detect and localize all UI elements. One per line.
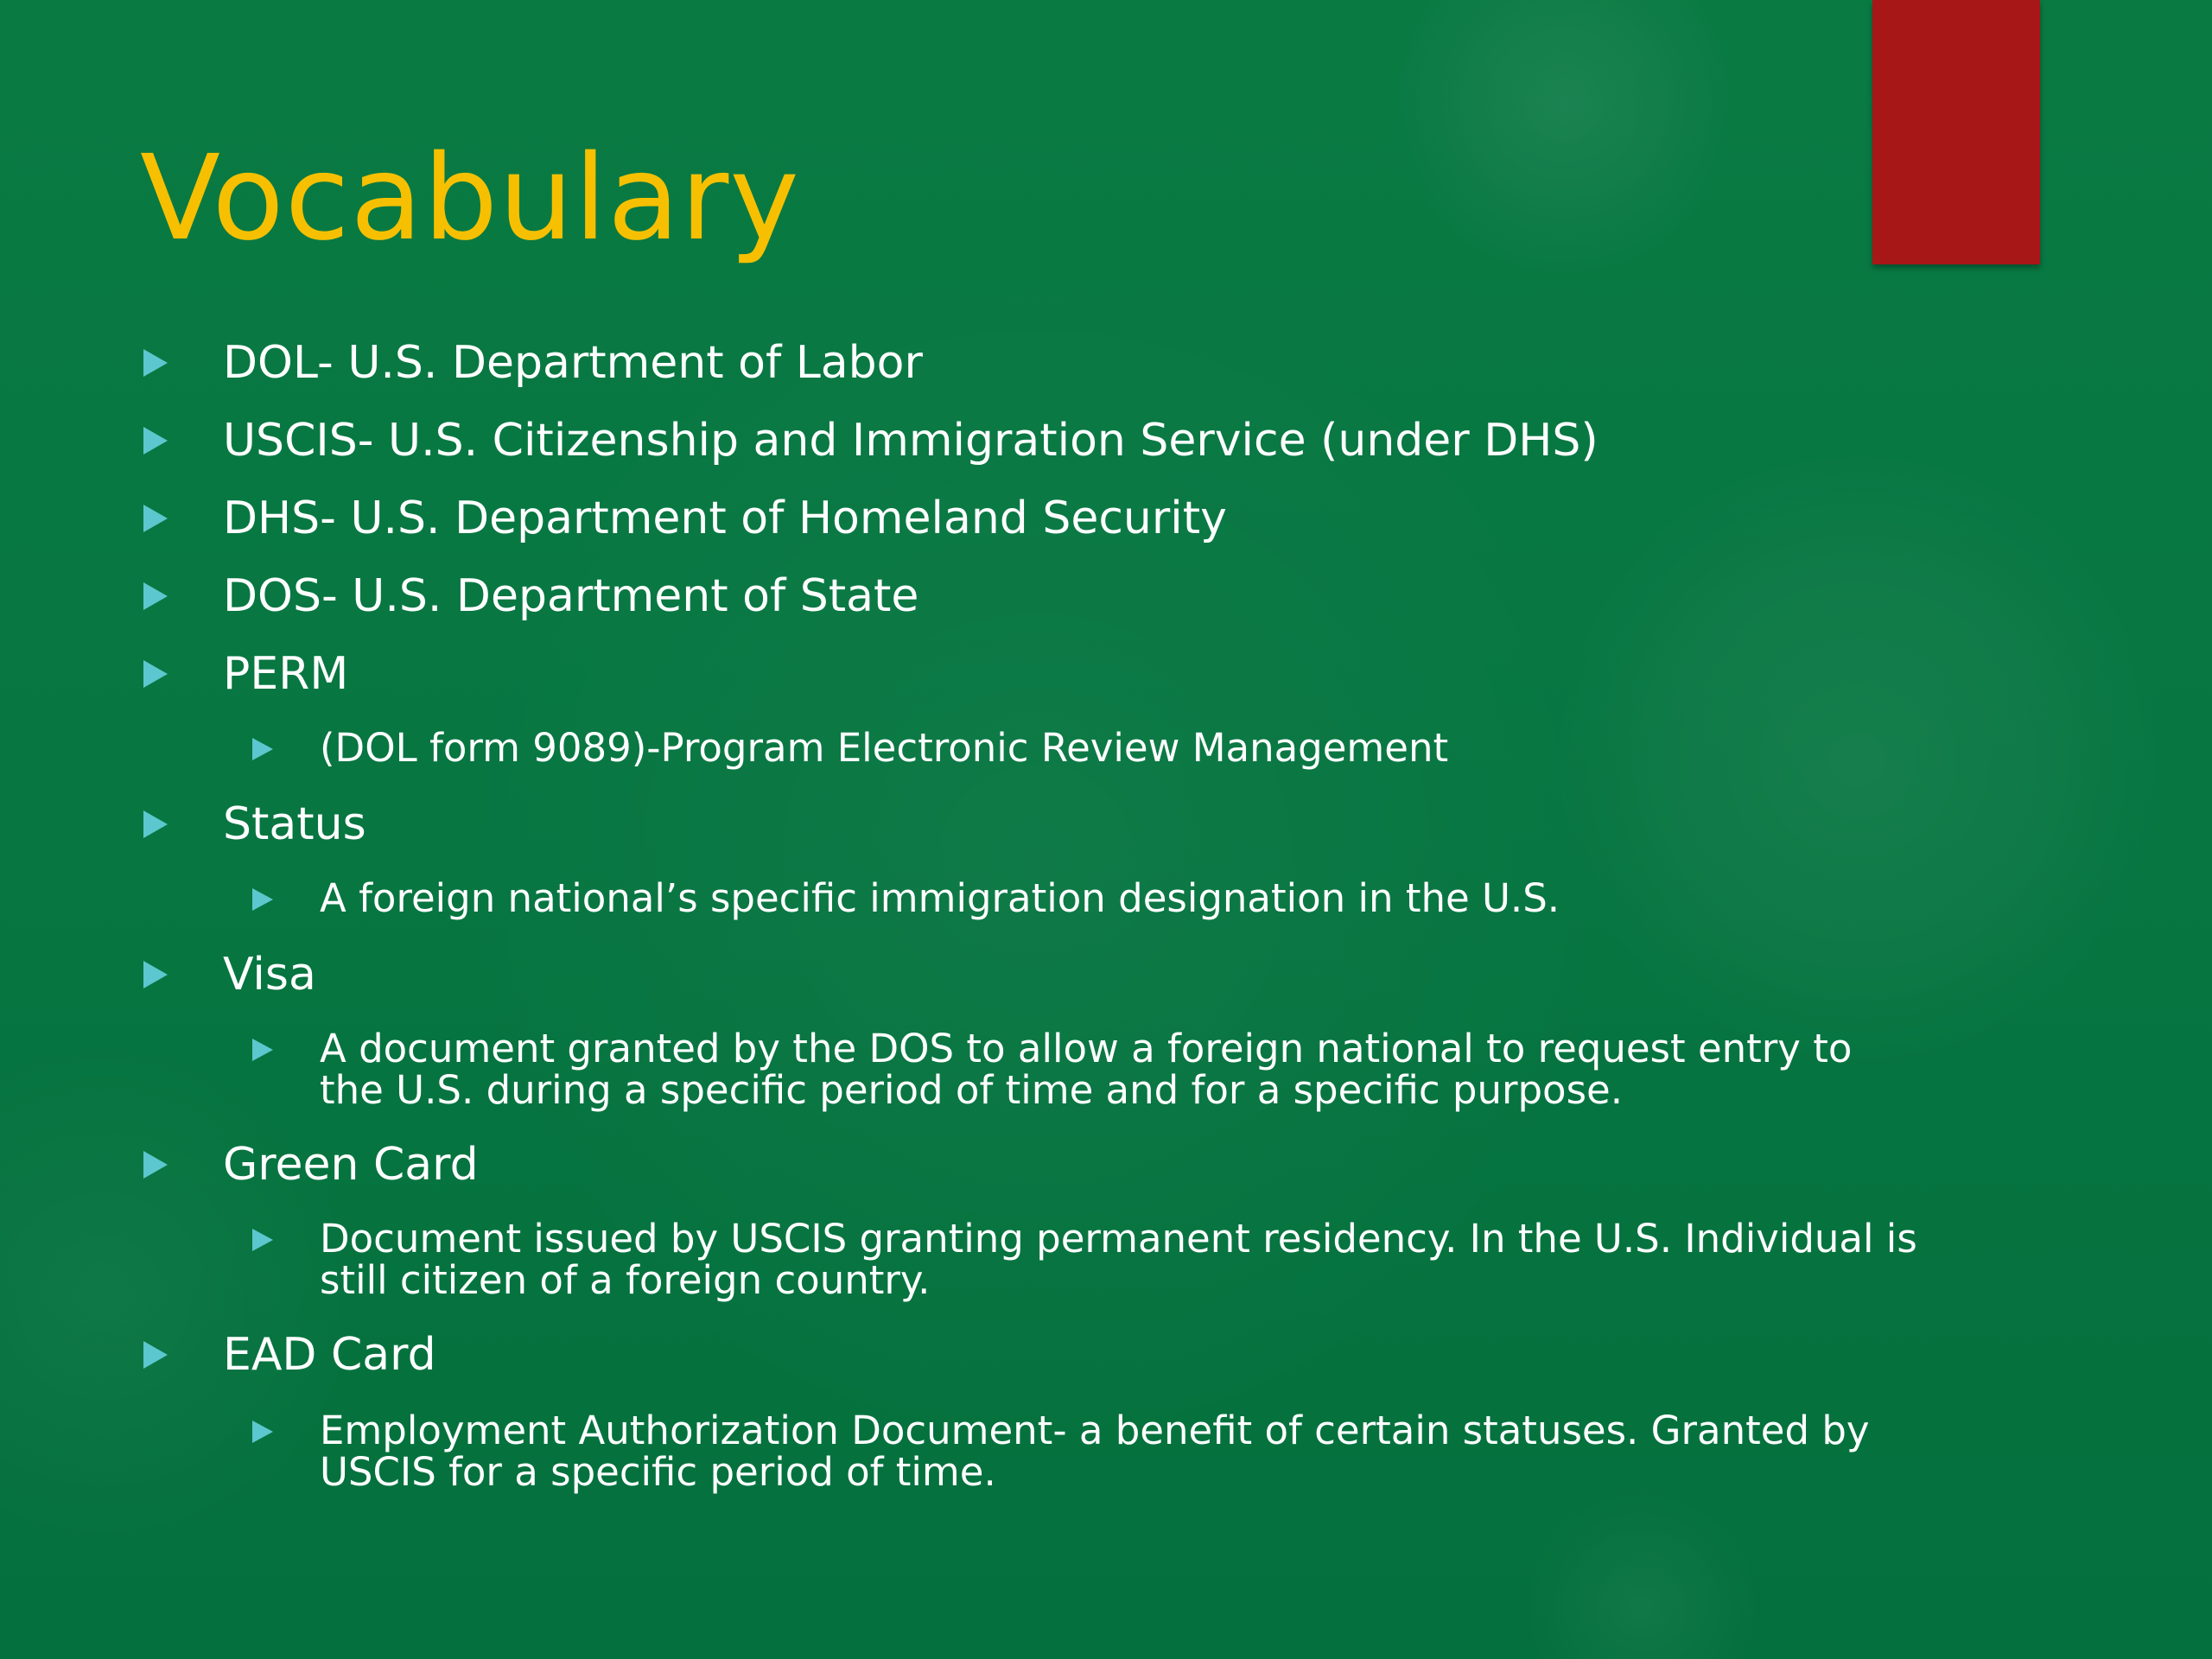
list-item-text: DOS- U.S. Department of State [223,570,919,622]
bullet-arrow-icon [143,961,168,988]
slide-title: Vocabulary [140,130,800,267]
sub-item-perm [320,725,2031,771]
list-item-text: Green Card [223,1139,479,1191]
sub-bullet-arrow-icon [252,1039,273,1061]
bullet-arrow-icon [143,505,168,532]
list-item-text: Status [223,798,366,850]
list-item-text: USCIS- U.S. Citizenship and Immigration Service (under DHS) [223,415,1599,467]
list-item-dol [223,337,923,389]
sub-bullet-arrow-icon [252,738,273,760]
sub-item-text: A foreign national’s specific immigration designation in the U.S. [320,875,1560,921]
sub-item-green-card [320,1218,2031,1301]
list-item-text: DOL- U.S. Department of Labor [223,337,923,389]
list-item-perm [223,648,348,700]
bullet-arrow-icon [143,1151,168,1179]
sub-item-text-line-2: the U.S. during a specific period of time and for a specific purpose. [320,1067,1624,1113]
bullet-arrow-icon [143,582,168,610]
bullet-arrow-icon [143,349,168,377]
list-item-status [223,798,366,850]
list-item-text: EAD Card [223,1329,436,1381]
sub-bullet-arrow-icon [252,1421,273,1443]
sub-item-text-line-1: Employment Authorization Document- a benefit of certain statuses. Granted by [320,1408,1870,1453]
sub-item-text-line-2: USCIS for a specific period of time. [320,1449,996,1495]
sub-item-visa [320,1028,2031,1111]
list-item-text: DHS- U.S. Department of Homeland Security [223,493,1227,544]
bullet-arrow-icon [143,810,168,838]
sub-item-text: (DOL form 9089)-Program Electronic Review Management [320,725,1449,771]
list-item-dhs [223,493,1227,544]
bullet-arrow-icon [143,1341,168,1369]
list-item-uscis [223,415,1599,467]
bullet-arrow-icon [143,660,168,688]
list-item-text: PERM [223,648,349,700]
list-item-ead-card [223,1329,436,1381]
sub-item-text-line-2: still citizen of a foreign country. [320,1257,931,1303]
bullet-arrow-icon [143,427,168,454]
list-item-dos [223,570,918,622]
sub-item-ead-card [320,1410,2031,1493]
sub-bullet-arrow-icon [252,1229,273,1251]
sub-item-text-line-1: A document granted by the DOS to allow a foreign national to request entry to [320,1026,1853,1071]
list-item-visa [223,949,316,1001]
sub-bullet-arrow-icon [252,888,273,911]
list-item-text: Visa [223,949,316,1001]
list-item-green-card [223,1139,479,1191]
sub-item-text-line-1: Document issued by USCIS granting permanent residency. In the U.S. Individual is [320,1216,1917,1262]
sub-item-status [320,875,2031,921]
